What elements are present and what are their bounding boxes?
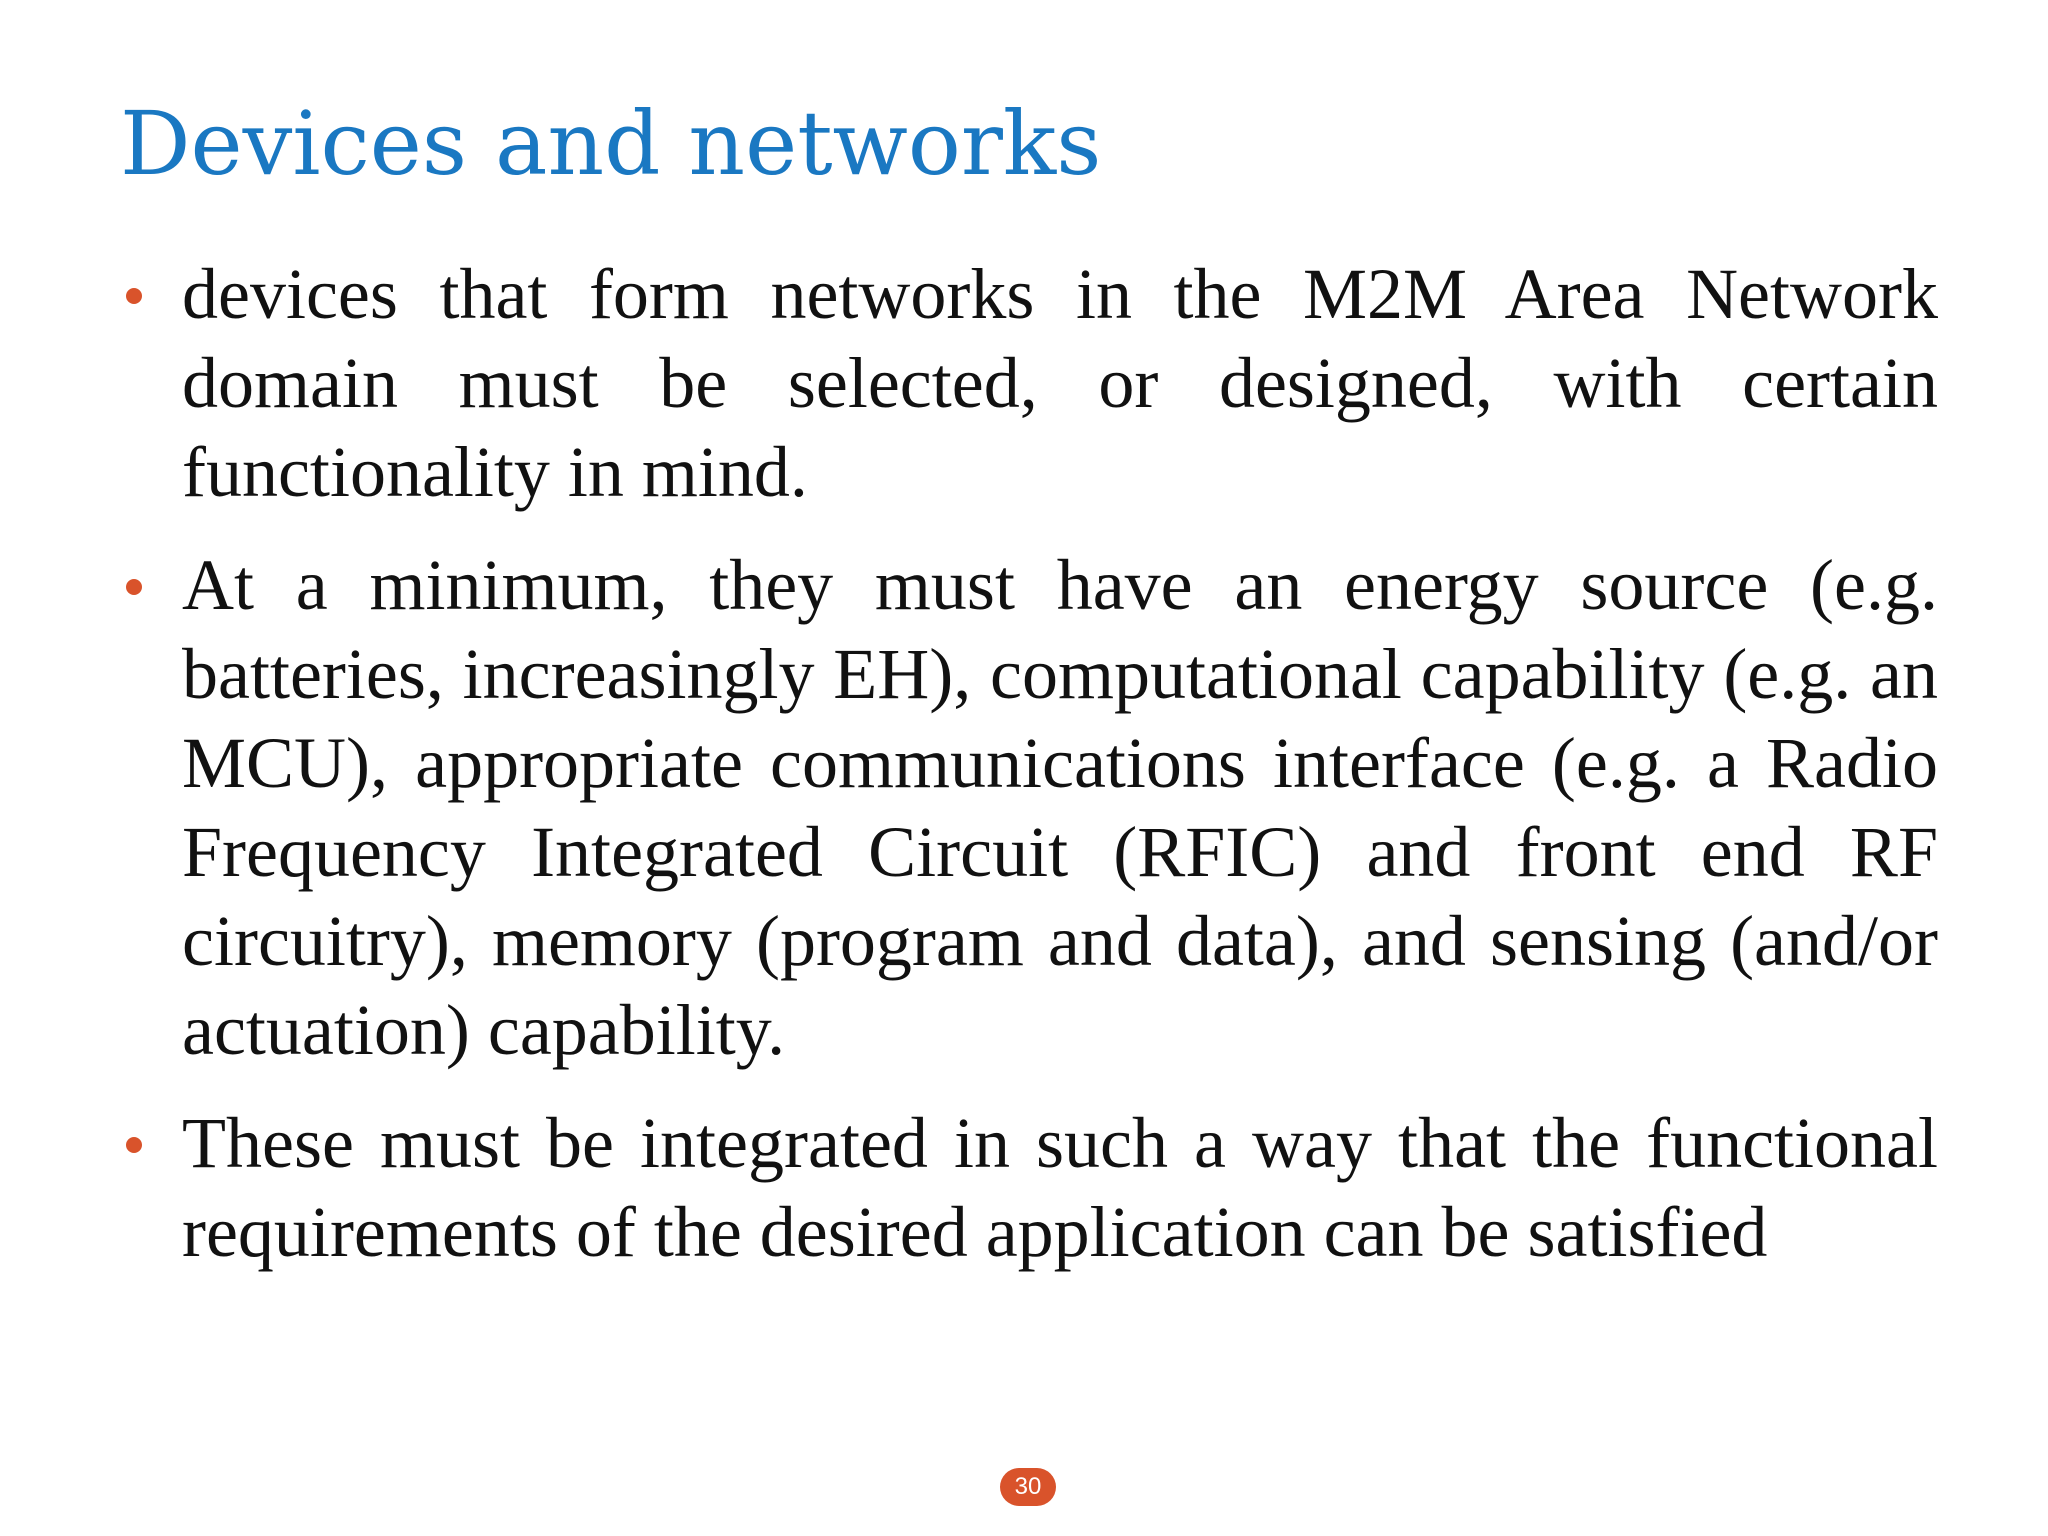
bullet-text: At a minimum, they must have an energy source (e.g. batteries, increasingly EH), computational capability (e.g. an MCU), appropriate communications interface (e.g. a Radio Frequency Integrated Circuit (RFIC) and front end RF circuitry), memory (program and data), and sensing (and/or actuation) capability. (182, 545, 1938, 1070)
slide-title: Devices and networks (120, 92, 1102, 195)
bullet-item (118, 541, 1938, 1075)
bullet-text: devices that form networks in the M2M Area Network domain must be selected, or designed, with certain functionality in mind. (182, 254, 1938, 512)
bullet-item (118, 1099, 1938, 1277)
page-number-badge: 30 (1000, 1468, 1056, 1506)
bullet-list (118, 250, 1938, 1301)
bullet-item (118, 250, 1938, 517)
bullet-dot-icon (126, 1137, 142, 1153)
bullet-text: These must be integrated in such a way that the functional requirements of the desired application can be satisfied (182, 1103, 1938, 1272)
bullet-dot-icon (126, 579, 142, 595)
bullet-dot-icon (126, 288, 142, 304)
